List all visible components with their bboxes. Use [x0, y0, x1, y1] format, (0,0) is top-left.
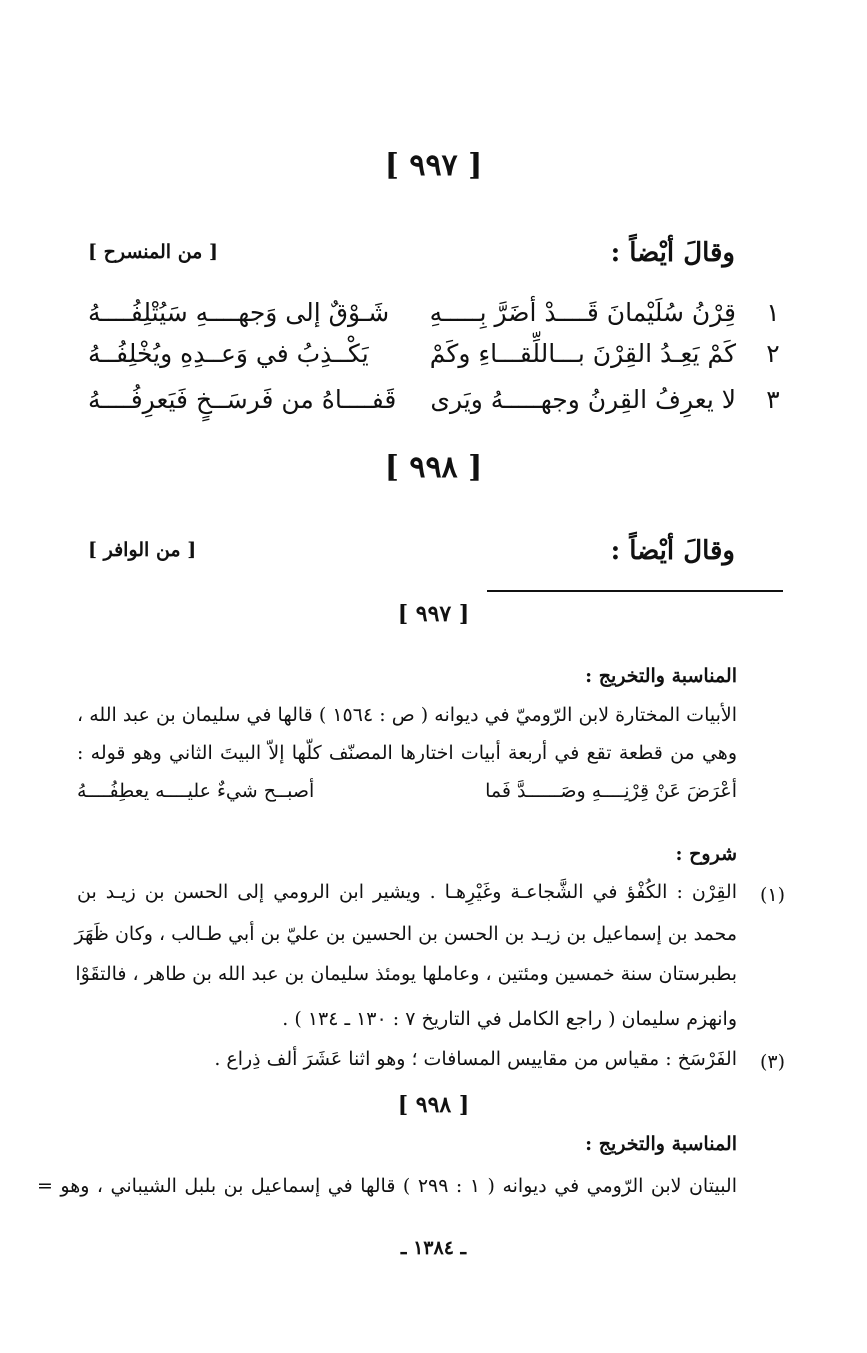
notes-line: البيتان لابن الرّومي في ديوانه ( ١ : ٢٩٩ ) قالها في إسماعيل بن بلبل الشيباني ، وهو =	[37, 1175, 737, 1197]
notes-line: الأبيات المختارة لابن الرّوميّ في ديوانه ( ص : ١٥٦٤ ) قالها في سليمان بن عبد الله ،	[77, 704, 737, 726]
note-number: (١)	[759, 884, 785, 906]
note-line: الفَرْسَخ : مقياس من مقاييس المسافات ؛ وهو اثنا عَشَرَ ألف ذِراع .	[214, 1048, 737, 1070]
verse-row	[88, 385, 788, 425]
note-line: بطبرستان سنة خمسين ومئتين ، وعاملها يومئذ سليمان بن عبد الله بن طاهر ، فالتقَوْا	[75, 963, 737, 985]
poem-number-997: [ ٩٩٧ ]	[384, 148, 483, 183]
note-line: القِرْن : الكُفْؤ في الشَّجاعـة وغَيْرِهـا . ويشير ابن الرومي إلى الحسن بن زيـد بن	[77, 881, 737, 903]
note-line: وانهزم سليمان ( راجع الكامل في التاريخ ٧ : ١٣٠ ـ ١٣٤ ) .	[282, 1008, 737, 1030]
verse-number: ٢	[766, 339, 780, 368]
verse-row	[88, 339, 788, 379]
notes-line: وهي من قطعة تقع في أربعة أبيات اختارها المصنّف كلّها إلاّ البيتَ الثاني وهو قوله :	[77, 742, 737, 764]
shurooh-title: شروح :	[675, 843, 737, 865]
verse-first-hemistich: كَمْ يَعِـدُ القِرْنَ بـــاللِّقـــاءِ وكَمْ	[429, 339, 736, 368]
poem-intro: وقالَ أيْضاً :	[610, 238, 735, 268]
note-number: (٣)	[759, 1051, 785, 1073]
verse-second-hemistich: شَـوْقٌ إلى وَجهــــهِ سَيُتْلِفُــــهُ	[88, 298, 390, 327]
quoted-verse-second: أصبــح شيءٌ عليــــه يعطِفُــــهُ	[77, 780, 315, 802]
poem-meter: [ من الوافر ]	[88, 539, 197, 561]
poem-number-998: [ ٩٩٨ ]	[384, 450, 483, 485]
quoted-verse-first: أعْرَضَ عَنْ قِرْنِــــهِ وصَــــــدَّ فَما	[485, 780, 737, 802]
verse-row	[88, 298, 788, 338]
notes-number-998: [ ٩٩٨ ]	[397, 1092, 470, 1118]
verse-second-hemistich: يَكْــذِبُ في وَعــدِهِ ويُخْلِفُــهُ	[88, 339, 369, 368]
notes-section-title: المناسبة والتخريج :	[585, 665, 737, 687]
notes-section-title: المناسبة والتخريج :	[585, 1133, 737, 1155]
verse-first-hemistich: لا يعرِفُ القِرنُ وجهـــــهُ ويَرى	[430, 385, 736, 414]
notes-number-997: [ ٩٩٧ ]	[397, 601, 470, 627]
verse-number: ٣	[766, 385, 780, 414]
footnote-divider	[487, 590, 783, 592]
note-line: محمد بن إسماعيل بن زيـد بن الحسن بن الحسين بن عليّ بن أبي طـالب ، وكان ظَهَرَ	[74, 923, 737, 945]
verse-second-hemistich: قَفــــاهُ من فَرسَــخٍ فَيَعرِفُــــهُ	[88, 385, 397, 414]
verse-first-hemistich: قِرْنُ سُلَيْمانَ قَــــدْ أضَرَّ بِـــــهِ	[429, 298, 736, 327]
poem-intro: وقالَ أيْضاً :	[610, 536, 735, 566]
quoted-verse	[77, 780, 737, 812]
verse-number: ١	[766, 298, 780, 327]
page-number: ـ ١٣٨٤ ـ	[400, 1237, 467, 1259]
poem-meter: [ من المنسرح ]	[88, 241, 218, 263]
